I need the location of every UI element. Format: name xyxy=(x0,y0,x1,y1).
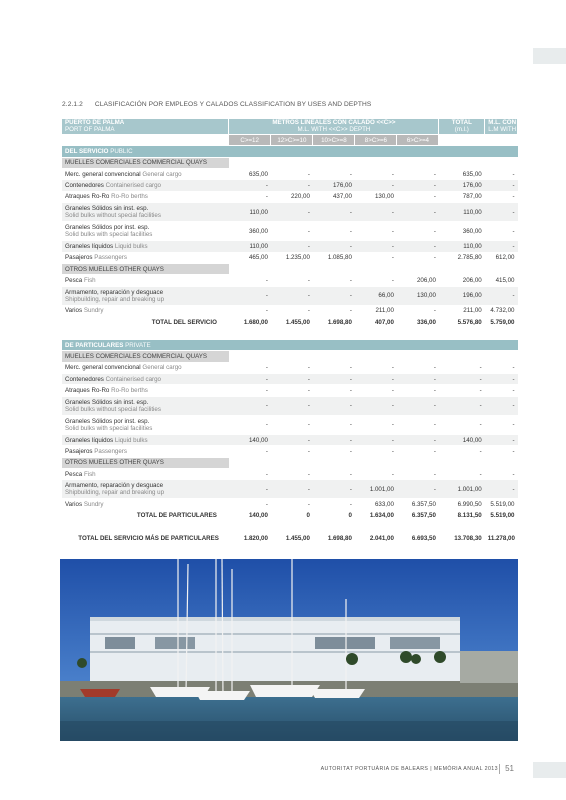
row-label-es: Contenedores xyxy=(65,182,104,190)
cell-value: - xyxy=(397,385,439,396)
cell-value: - xyxy=(485,415,518,434)
cell-value: 211,00 xyxy=(355,305,397,316)
cell-value: - xyxy=(313,374,355,385)
cell-value: - xyxy=(355,203,397,222)
cell-value: 5.519,00 xyxy=(485,499,518,510)
cell-value: - xyxy=(485,222,518,241)
cell-value: - xyxy=(229,305,271,316)
subgroup-title-es: MUELLES COMERCIALES xyxy=(65,352,141,360)
cell-value: 787,00 xyxy=(439,191,485,202)
table-row xyxy=(62,385,518,396)
cell-value: - xyxy=(397,222,439,241)
cell-value: 1.001,00 xyxy=(355,480,397,499)
cell-value: - xyxy=(485,434,518,445)
cell-value: - xyxy=(271,222,313,241)
group-title xyxy=(62,146,518,157)
row-label-en: Shipbuilding, repair and breaking up xyxy=(65,295,165,303)
table-header-row xyxy=(62,119,518,134)
cell-value: 437,00 xyxy=(313,191,355,202)
row-label xyxy=(62,469,229,480)
cell-value: - xyxy=(313,275,355,286)
cell-value: - xyxy=(485,469,518,480)
cell-value: - xyxy=(313,362,355,373)
cell-value: - xyxy=(229,374,271,385)
row-label-en: Solid bulks without special facilities xyxy=(65,405,161,413)
row-label-es: Atraques Ro-Ro xyxy=(65,193,110,201)
row-label-es: Contenedores xyxy=(65,375,104,383)
cell-value: 66,00 xyxy=(355,286,397,305)
cell-value: - xyxy=(313,385,355,396)
table-row xyxy=(62,222,518,241)
total-value: 5.759,00 xyxy=(485,317,518,328)
row-label-en: Containerised cargo xyxy=(105,375,161,383)
cell-value: - xyxy=(229,362,271,373)
table-row xyxy=(62,469,518,480)
cell-value: 1.235,00 xyxy=(271,252,313,263)
row-label-en: Liquid bulks xyxy=(114,436,148,444)
cell-value: - xyxy=(313,396,355,415)
row-label xyxy=(62,374,229,385)
cell-value: - xyxy=(355,362,397,373)
row-label-en: Solid bulks without special facilities xyxy=(65,212,161,220)
row-label-en: Sundry xyxy=(83,307,104,315)
cell-value: 220,00 xyxy=(271,191,313,202)
cell-value: - xyxy=(485,374,518,385)
row-label-en: Sundry xyxy=(83,501,104,509)
cell-value: - xyxy=(485,241,518,252)
cell-value: - xyxy=(397,415,439,434)
cell-value: - xyxy=(355,168,397,179)
header-port: PUERTO DE PALMA PORT OF PALMA xyxy=(62,119,229,134)
cell-value: 176,00 xyxy=(313,180,355,191)
page-edge-tab-bottom xyxy=(533,762,566,778)
row-label-en: Passengers xyxy=(94,254,127,262)
table-row xyxy=(62,252,518,263)
table-row xyxy=(62,168,518,179)
cell-value: - xyxy=(355,415,397,434)
group-title-es: DEL SERVICIO xyxy=(65,147,109,155)
total-label: TOTAL DE PARTICULARES xyxy=(62,510,229,521)
cell-value: - xyxy=(271,180,313,191)
cell-value: - xyxy=(229,469,271,480)
depth-cat: 8>C>=6 xyxy=(355,134,397,145)
row-label xyxy=(62,415,229,434)
cell-value: - xyxy=(355,180,397,191)
grand-total-value: 1.698,80 xyxy=(313,533,355,544)
cell-value: 1.001,00 xyxy=(439,480,485,499)
cell-value: - xyxy=(229,499,271,510)
cell-value: - xyxy=(313,241,355,252)
cell-value: - xyxy=(485,480,518,499)
total-value: 336,00 xyxy=(397,317,439,328)
cell-value: - xyxy=(271,203,313,222)
row-label-es: Graneles Sólidos sin inst. esp. xyxy=(65,205,149,213)
row-label xyxy=(62,286,229,305)
subgroup-title xyxy=(62,457,229,468)
row-label-es: Graneles líquidos xyxy=(65,436,114,444)
public-group-header xyxy=(62,146,518,157)
row-label xyxy=(62,222,229,241)
cell-value: 196,00 xyxy=(439,286,485,305)
cell-value: - xyxy=(271,241,313,252)
cell-value: - xyxy=(271,499,313,510)
cell-value: 211,00 xyxy=(439,305,485,316)
cell-value: 6.357,50 xyxy=(397,499,439,510)
cell-value: - xyxy=(271,374,313,385)
row-label-en: Passengers xyxy=(94,447,127,455)
cell-value: - xyxy=(313,499,355,510)
private-other-quays-header xyxy=(62,457,518,468)
cell-value: - xyxy=(439,385,485,396)
cell-value: - xyxy=(397,446,439,457)
row-label xyxy=(62,305,229,316)
cell-value: - xyxy=(439,374,485,385)
depth-cat: 10>C>=8 xyxy=(313,134,355,145)
subgroup-title xyxy=(62,351,229,362)
row-label xyxy=(62,446,229,457)
header-total: TOTAL (m.l.) xyxy=(439,119,485,134)
cell-value: 612,00 xyxy=(485,252,518,263)
cell-value: - xyxy=(355,374,397,385)
private-group-header xyxy=(62,339,518,350)
table-row xyxy=(62,241,518,252)
cell-value: 110,00 xyxy=(229,203,271,222)
cell-value: 635,00 xyxy=(229,168,271,179)
cell-value: - xyxy=(229,191,271,202)
cell-value: - xyxy=(229,275,271,286)
total-value: 1.455,00 xyxy=(271,317,313,328)
header-ml-depth: M.L. CON CALADO C<4 M. L.M WITH DEPTH <4 M. xyxy=(485,119,518,134)
cell-value: - xyxy=(397,362,439,373)
cell-value: 465,00 xyxy=(229,252,271,263)
grand-total-value: 13.708,30 xyxy=(439,533,485,544)
table-row xyxy=(62,305,518,316)
cell-value: 206,00 xyxy=(397,275,439,286)
cell-value: - xyxy=(229,415,271,434)
public-commercial-quays-header xyxy=(62,157,518,168)
cell-value: - xyxy=(313,286,355,305)
row-label-en: Ro-Ro berths xyxy=(111,193,148,201)
section-title-text: CLASIFICACIÓN POR EMPLEOS Y CALADOS CLASSIFICATION BY USES AND DEPTHS xyxy=(94,101,372,108)
cell-value: - xyxy=(397,241,439,252)
cell-value: - xyxy=(397,374,439,385)
cell-value: 415,00 xyxy=(485,275,518,286)
cell-value: - xyxy=(485,446,518,457)
cell-value: - xyxy=(485,203,518,222)
page-edge-tab-top xyxy=(533,48,566,64)
cell-value: - xyxy=(313,168,355,179)
row-label xyxy=(62,168,229,179)
row-label-en: Ro-Ro berths xyxy=(111,387,148,395)
row-label-es: Merc. general convencional xyxy=(65,364,141,372)
grand-total-value: 2.041,00 xyxy=(355,533,397,544)
page-number: 51 xyxy=(499,764,514,774)
public-total-row xyxy=(62,317,518,328)
cell-value: - xyxy=(439,469,485,480)
row-label xyxy=(62,275,229,286)
private-commercial-quays-header xyxy=(62,351,518,362)
cell-value: - xyxy=(485,286,518,305)
row-label-es: Merc. general convencional xyxy=(65,170,141,178)
cell-value: - xyxy=(229,480,271,499)
table-row xyxy=(62,480,518,499)
cell-value: 140,00 xyxy=(439,434,485,445)
total-value: 0 xyxy=(313,510,355,521)
grand-total-value: 1.455,00 xyxy=(271,533,313,544)
cell-value: - xyxy=(355,469,397,480)
row-label-es: Graneles líquidos xyxy=(65,242,114,250)
row-label-en: Fish xyxy=(83,277,96,285)
row-label-es: Armamento, reparación y desguace xyxy=(65,288,164,296)
row-label-es: Graneles Sólidos sin inst. esp. xyxy=(65,398,149,406)
cell-value: - xyxy=(313,434,355,445)
cell-value: - xyxy=(271,446,313,457)
cell-value: - xyxy=(229,286,271,305)
row-label-en: General cargo xyxy=(142,364,182,372)
row-label xyxy=(62,241,229,252)
total-value: 407,00 xyxy=(355,317,397,328)
cell-value: - xyxy=(355,252,397,263)
cell-value: 360,00 xyxy=(229,222,271,241)
section-number: 2.2.1.2 xyxy=(62,101,83,108)
public-other-quays-header xyxy=(62,263,518,274)
depth-classification-table xyxy=(62,119,566,545)
row-label xyxy=(62,203,229,222)
row-label-en: Solid bulks with special facilities xyxy=(65,231,153,239)
grand-total-row xyxy=(62,533,518,544)
total-value: 6.357,50 xyxy=(397,510,439,521)
subgroup-title-en: OTHER QUAYS xyxy=(119,265,164,273)
subgroup-title xyxy=(62,263,229,274)
cell-value: - xyxy=(229,385,271,396)
table-row xyxy=(62,286,518,305)
cell-value: - xyxy=(485,180,518,191)
cell-value: - xyxy=(355,434,397,445)
cell-value: 206,00 xyxy=(439,275,485,286)
cell-value: - xyxy=(313,446,355,457)
depth-cat: 6>C>=4 xyxy=(397,134,439,145)
cell-value: - xyxy=(397,191,439,202)
row-label xyxy=(62,480,229,499)
cell-value: 130,00 xyxy=(397,286,439,305)
table-row xyxy=(62,275,518,286)
cell-value: - xyxy=(271,275,313,286)
cell-value: 4.732,00 xyxy=(485,305,518,316)
total-value: 140,00 xyxy=(229,510,271,521)
cell-value: - xyxy=(355,446,397,457)
cell-value: - xyxy=(397,252,439,263)
cell-value: - xyxy=(271,168,313,179)
cell-value: - xyxy=(271,434,313,445)
table-row xyxy=(62,362,518,373)
group-title-en: PUBLIC xyxy=(110,147,133,155)
total-value: 1.698,80 xyxy=(313,317,355,328)
row-label-es: Armamento, reparación y desguace xyxy=(65,482,164,490)
table-row xyxy=(62,203,518,222)
table-row xyxy=(62,415,518,434)
cell-value: - xyxy=(355,385,397,396)
total-value: 1.680,00 xyxy=(229,317,271,328)
row-label-en: Liquid bulks xyxy=(114,242,148,250)
subgroup-title-en: OTHER QUAYS xyxy=(119,459,164,467)
row-label xyxy=(62,180,229,191)
group-title-es: DE PARTICULARES xyxy=(65,341,124,349)
section-heading xyxy=(62,101,371,108)
table-row xyxy=(62,191,518,202)
cell-value: - xyxy=(229,180,271,191)
cell-value: - xyxy=(485,362,518,373)
cell-value: 176,00 xyxy=(439,180,485,191)
row-label-es: Pesca xyxy=(65,277,83,285)
cell-value: - xyxy=(271,305,313,316)
row-label xyxy=(62,191,229,202)
cell-value: - xyxy=(313,415,355,434)
cell-value: - xyxy=(229,396,271,415)
cell-value: - xyxy=(397,305,439,316)
cell-value: - xyxy=(271,396,313,415)
cell-value: - xyxy=(271,469,313,480)
row-label-es: Pasajeros xyxy=(65,254,93,262)
grand-total-label: TOTAL DEL SERVICIO MÁS DE PARTICULARES xyxy=(62,533,229,544)
row-label-en: Solid bulks with special facilities xyxy=(65,424,153,432)
harbour-photo xyxy=(60,559,518,741)
cell-value: - xyxy=(397,434,439,445)
row-label-es: Varios xyxy=(65,307,83,315)
row-label-en: Shipbuilding, repair and breaking up xyxy=(65,489,165,497)
row-label xyxy=(62,252,229,263)
cell-value: - xyxy=(439,446,485,457)
cell-value: 1.085,80 xyxy=(313,252,355,263)
row-label xyxy=(62,499,229,510)
row-label-en: Fish xyxy=(83,470,96,478)
cell-value: - xyxy=(397,396,439,415)
subgroup-title-es: OTROS MUELLES xyxy=(65,459,118,467)
cell-value: - xyxy=(439,396,485,415)
cell-value: 2.785,80 xyxy=(439,252,485,263)
group-title xyxy=(62,339,518,350)
row-label xyxy=(62,434,229,445)
subgroup-title-es: MUELLES COMERCIALES xyxy=(65,159,141,167)
header-metros: METROS LINEALES CON CALADO <<C>> M.L. WITH <<C>> DEPTH xyxy=(229,119,439,134)
row-label-es: Atraques Ro-Ro xyxy=(65,387,110,395)
subgroup-title-es: OTROS MUELLES xyxy=(65,265,118,273)
cell-value: 140,00 xyxy=(229,434,271,445)
table-row xyxy=(62,180,518,191)
cell-value: - xyxy=(355,241,397,252)
depth-cat: C>=12 xyxy=(229,134,271,145)
row-label xyxy=(62,396,229,415)
private-total-row xyxy=(62,510,518,521)
cell-value: - xyxy=(355,396,397,415)
total-value: 1.634,00 xyxy=(355,510,397,521)
cell-value: - xyxy=(485,191,518,202)
table-row xyxy=(62,374,518,385)
row-label-es: Graneles Sólidos por inst. esp. xyxy=(65,417,150,425)
cell-value: - xyxy=(271,385,313,396)
cell-value: 130,00 xyxy=(355,191,397,202)
cell-value: - xyxy=(313,203,355,222)
cell-value: - xyxy=(485,396,518,415)
table-row xyxy=(62,396,518,415)
cell-value: - xyxy=(313,480,355,499)
cell-value: - xyxy=(485,385,518,396)
row-label-es: Pesca xyxy=(65,470,83,478)
cell-value: - xyxy=(397,480,439,499)
cell-value: - xyxy=(397,168,439,179)
cell-value: - xyxy=(313,469,355,480)
total-value: 0 xyxy=(271,510,313,521)
row-label-es: Varios xyxy=(65,501,83,509)
cell-value: - xyxy=(229,446,271,457)
cell-value: - xyxy=(271,415,313,434)
row-label-es: Graneles Sólidos por inst. esp. xyxy=(65,224,150,232)
row-label xyxy=(62,385,229,396)
cell-value: - xyxy=(271,480,313,499)
grand-total-value: 1.820,00 xyxy=(229,533,271,544)
row-label-en: General cargo xyxy=(142,170,182,178)
cell-value: 6.990,50 xyxy=(439,499,485,510)
cell-value: 110,00 xyxy=(229,241,271,252)
depth-cat: 12>C>=10 xyxy=(271,134,313,145)
cell-value: 633,00 xyxy=(355,499,397,510)
cell-value: - xyxy=(397,203,439,222)
total-label: TOTAL DEL SERVICIO xyxy=(62,317,229,328)
cell-value: - xyxy=(313,305,355,316)
cell-value: - xyxy=(397,180,439,191)
cell-value: - xyxy=(397,469,439,480)
cell-value: 110,00 xyxy=(439,203,485,222)
table-row xyxy=(62,446,518,457)
cell-value: 110,00 xyxy=(439,241,485,252)
cell-value: - xyxy=(355,222,397,241)
grand-total-value: 11.278,00 xyxy=(485,533,518,544)
subgroup-title-en: COMMERCIAL QUAYS xyxy=(142,352,208,360)
total-value: 5.519,00 xyxy=(485,510,518,521)
group-title-en: PRIVATE xyxy=(125,341,151,349)
total-value: 8.131,50 xyxy=(439,510,485,521)
cell-value: - xyxy=(439,415,485,434)
row-label xyxy=(62,362,229,373)
cell-value: - xyxy=(313,222,355,241)
cell-value: - xyxy=(355,275,397,286)
depth-category-row xyxy=(62,134,518,145)
grand-total-value: 6.693,50 xyxy=(397,533,439,544)
cell-value: - xyxy=(485,168,518,179)
subgroup-title-en: COMMERCIAL QUAYS xyxy=(142,159,208,167)
cell-value: 360,00 xyxy=(439,222,485,241)
total-value: 5.576,80 xyxy=(439,317,485,328)
table-row xyxy=(62,434,518,445)
cell-value: - xyxy=(439,362,485,373)
footer-text: AUTORITAT PORTUÀRIA DE BALEARS | MEMÒRIA ANUAL 2013 xyxy=(320,766,498,772)
row-label-es: Pasajeros xyxy=(65,447,93,455)
cell-value: - xyxy=(271,286,313,305)
cell-value: 635,00 xyxy=(439,168,485,179)
subgroup-title xyxy=(62,157,229,168)
table-row xyxy=(62,499,518,510)
cell-value: - xyxy=(271,362,313,373)
row-label-en: Containerised cargo xyxy=(105,182,161,190)
